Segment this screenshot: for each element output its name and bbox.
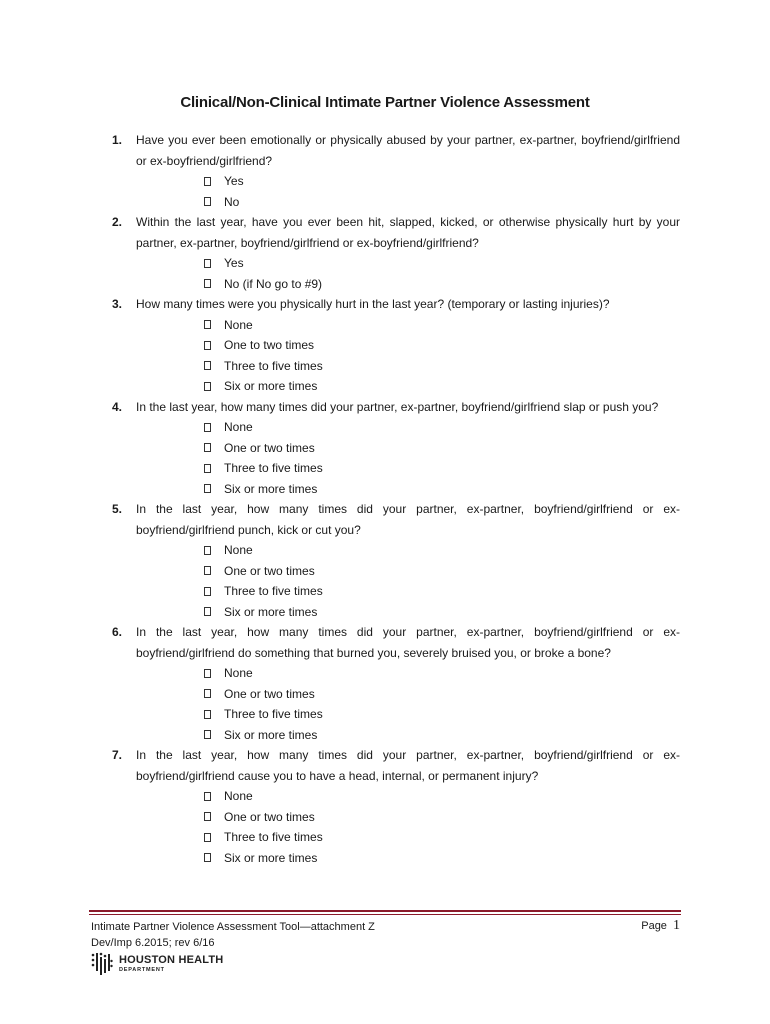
answer-option[interactable] [204, 171, 680, 192]
answer-option[interactable] [204, 602, 680, 623]
footer-revision: Dev/Imp 6.2015; rev 6/16 [91, 937, 215, 949]
question-number: 7. [112, 748, 123, 762]
answer-option-label: Three to five times [224, 461, 323, 475]
answer-option[interactable] [204, 479, 680, 500]
question-text: Within the last year, have you ever been hit, slapped, kicked, or otherwise physically hurt by your partner, ex-partner, boyfriend/girlfriend or ex-boyfriend/girlfriend? [136, 215, 680, 250]
answer-option-label: Three to five times [224, 358, 323, 373]
question-text: In the last year, how many times did your partner, ex-partner, boyfriend/girlfriend or ex-boyfriend/girlfriend do something that burned you, severely bruised you, or broke a bone? [136, 625, 680, 660]
houston-health-logo-icon [91, 951, 113, 977]
answer-option-label: Yes [224, 174, 244, 188]
logo-text [119, 954, 223, 974]
checkbox-icon[interactable] [204, 587, 211, 596]
answer-option[interactable] [204, 663, 680, 684]
answer-option-label: No [224, 194, 240, 209]
question-number: 5. [112, 502, 123, 516]
question-text: How many times were you physically hurt in the last year? (temporary or lasting injuries)? [136, 297, 610, 311]
checkbox-icon[interactable] [204, 279, 211, 288]
checkbox-icon[interactable] [204, 792, 211, 801]
question-1 [112, 130, 680, 212]
checkbox-icon[interactable] [204, 484, 211, 493]
checkbox-icon[interactable] [204, 546, 211, 555]
answer-option[interactable] [204, 848, 680, 869]
answer-option[interactable] [204, 335, 680, 356]
checkbox-icon[interactable] [204, 833, 211, 842]
question-number: 2. [112, 215, 123, 229]
checkbox-icon[interactable] [204, 382, 211, 391]
checkbox-icon[interactable] [204, 464, 211, 473]
answer-option[interactable] [204, 458, 680, 479]
answer-option[interactable] [204, 725, 680, 746]
checkbox-icon[interactable] [204, 853, 211, 862]
answer-option-label: Six or more times [224, 850, 318, 865]
checkbox-icon[interactable] [204, 320, 211, 329]
answer-option-label: None [224, 666, 253, 680]
question-text: In the last year, how many times did your partner, ex-partner, boyfriend/girlfriend or ex-boyfriend/girlfriend cause you to have a head, internal, or permanent injury? [136, 748, 680, 783]
question-5 [112, 499, 680, 622]
checkbox-icon[interactable] [204, 669, 211, 678]
footer-divider-thin [89, 914, 681, 915]
checkbox-icon[interactable] [204, 423, 211, 432]
answer-option[interactable] [204, 417, 680, 438]
question-6 [112, 622, 680, 745]
answer-option[interactable] [204, 356, 680, 377]
answer-option[interactable] [204, 807, 680, 828]
houston-health-logo [91, 951, 223, 977]
checkbox-icon[interactable] [204, 443, 211, 452]
answer-option-label: No (if No go to #9) [224, 276, 323, 291]
checkbox-icon[interactable] [204, 607, 211, 616]
checkbox-icon[interactable] [204, 566, 211, 575]
checkbox-icon[interactable] [204, 730, 211, 739]
answer-option-label: Six or more times [224, 481, 318, 496]
answer-option-label: One or two times [224, 686, 315, 701]
answer-option-label: Yes [224, 256, 244, 270]
checkbox-icon[interactable] [204, 710, 211, 719]
answer-option[interactable] [204, 704, 680, 725]
answer-option-label: Three to five times [224, 584, 323, 598]
checkbox-icon[interactable] [204, 812, 211, 821]
logo-line-2: DEPARTMENT [119, 967, 165, 973]
answer-option[interactable] [204, 827, 680, 848]
answer-option-label: One or two times [224, 809, 315, 824]
answer-option-label: None [224, 317, 253, 332]
answer-option-label: None [224, 543, 253, 557]
footer-tool-name: Intimate Partner Violence Assessment Tool—attachment Z [91, 921, 375, 933]
answer-option[interactable] [204, 540, 680, 561]
answer-option[interactable] [204, 684, 680, 705]
question-number: 1. [112, 133, 123, 147]
checkbox-icon[interactable] [204, 689, 211, 698]
answer-option-label: One or two times [224, 563, 315, 578]
answer-option[interactable] [204, 786, 680, 807]
answer-option[interactable] [204, 581, 680, 602]
answer-option-label: Three to five times [224, 830, 323, 844]
answer-option-label: Three to five times [224, 707, 323, 721]
checkbox-icon[interactable] [204, 361, 211, 370]
question-7 [112, 745, 680, 868]
question-text: Have you ever been emotionally or physically abused by your partner, ex-partner, boyfriend/girlfriend or ex-boyfriend/girlfriend? [136, 133, 680, 168]
answer-option[interactable] [204, 438, 680, 459]
question-number: 6. [112, 625, 123, 639]
page-label: Page [641, 920, 667, 932]
answer-option[interactable] [204, 315, 680, 336]
questions-list [0, 130, 770, 868]
answer-option[interactable] [204, 376, 680, 397]
answer-option[interactable] [204, 192, 680, 213]
question-text: In the last year, how many times did your partner, ex-partner, boyfriend/girlfriend slap or push you? [136, 399, 659, 414]
question-text: In the last year, how many times did your partner, ex-partner, boyfriend/girlfriend or ex-boyfriend/girlfriend punch, kick or cut you? [136, 502, 680, 537]
answer-option[interactable] [204, 274, 680, 295]
question-2 [112, 212, 680, 294]
answer-option-label: One to two times [224, 338, 315, 352]
question-number: 4. [112, 399, 123, 414]
answer-option-label: None [224, 420, 253, 434]
answer-option-label: Six or more times [224, 604, 318, 619]
checkbox-icon[interactable] [204, 341, 211, 350]
checkbox-icon[interactable] [204, 259, 211, 268]
answer-option-label: Six or more times [224, 727, 318, 742]
question-4 [112, 397, 680, 500]
page-title: Clinical/Non-Clinical Intimate Partner Violence Assessment [180, 94, 590, 111]
question-number: 3. [112, 297, 123, 311]
answer-option-label: One or two times [224, 440, 315, 455]
footer-divider-thick [89, 910, 681, 912]
answer-option-label: None [224, 789, 253, 803]
logo-line-1: HOUSTON HEALTH [119, 954, 224, 966]
answer-option-label: Six or more times [224, 379, 318, 393]
answer-option[interactable] [204, 561, 680, 582]
footer-info [91, 919, 375, 951]
checkbox-icon[interactable] [204, 177, 211, 186]
answer-option[interactable] [204, 253, 680, 274]
page-number: 1 [673, 918, 680, 933]
checkbox-icon[interactable] [204, 197, 211, 206]
page-indicator [641, 918, 680, 934]
question-3 [112, 294, 680, 397]
